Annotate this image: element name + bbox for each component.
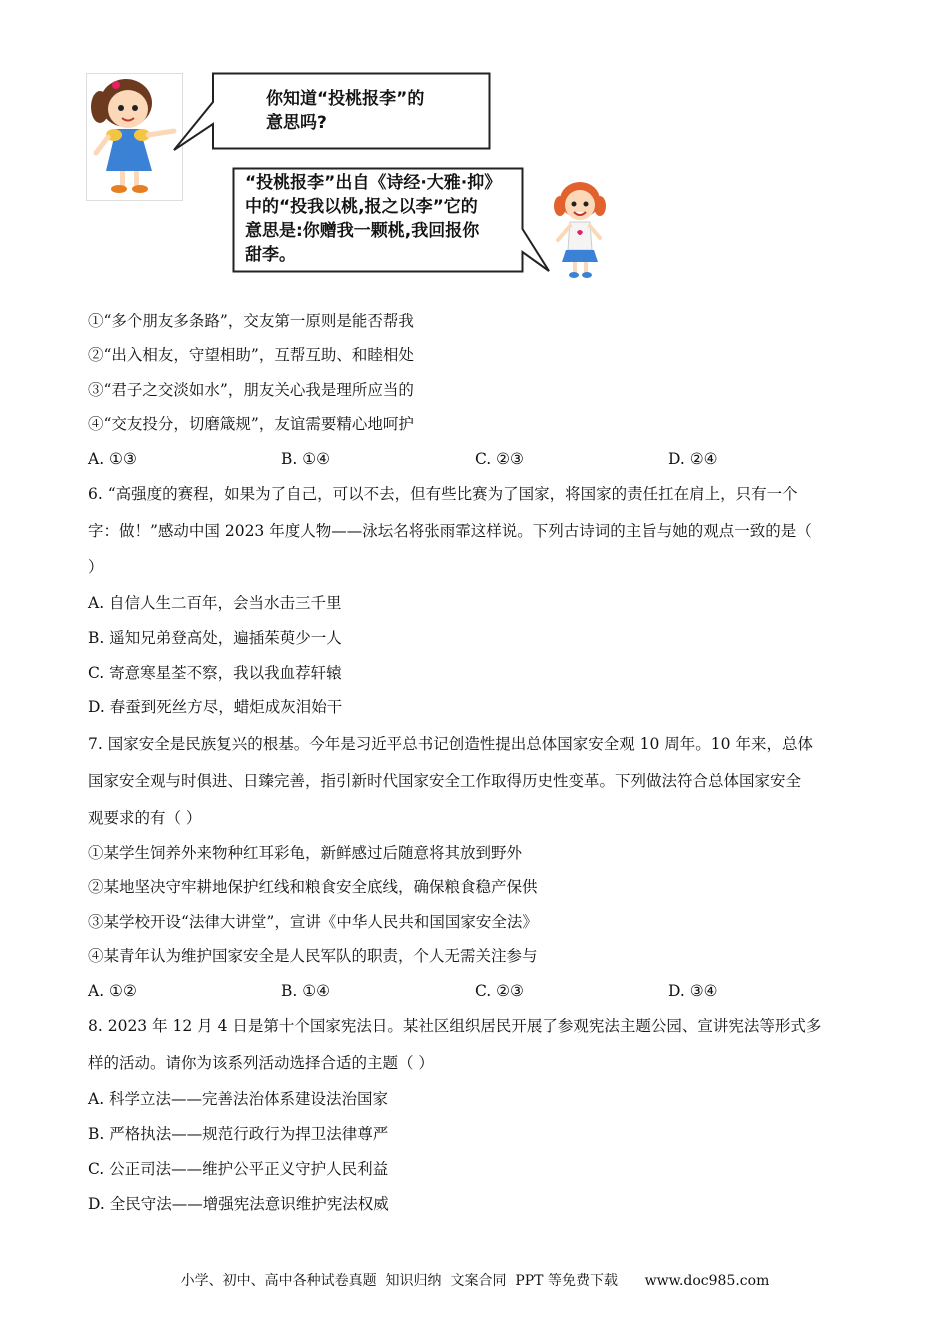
q6-option-c: C. 寄意寒星荃不察，我以我血荐轩辕: [88, 664, 342, 682]
bubble-line: 意思是:你赠我一颗桃,我回报你: [245, 221, 480, 241]
q5-option-b: B. ①④: [281, 450, 331, 468]
q7-stem-line-1: 7. 国家安全是民族复兴的根基。今年是习近平总书记创造性提出总体国家安全观 10 周年。10 年来，总体: [88, 735, 813, 753]
q5-option-a: A. ①③: [88, 450, 137, 468]
q7-option-a: A. ①②: [88, 982, 137, 1000]
q5-statement-2: ②“出入相友，守望相助”，互帮互助、和睦相处: [88, 346, 414, 364]
q5-option-d: D. ②④: [668, 450, 718, 468]
speech-bubble-1-text: [266, 87, 424, 135]
q5-option-c: C. ②③: [475, 450, 524, 468]
speech-bubble-2-text: [245, 171, 501, 267]
bubble-line: 你知道“投桃报李”的: [266, 89, 425, 109]
q7-stem-line-2: 国家安全观与时俱进、日臻完善，指引新时代国家安全工作取得历史性变革。下列做法符合总体国家安全: [88, 772, 802, 790]
q6-stem-line-1: 6. “高强度的赛程，如果为了自己，可以不去，但有些比赛为了国家，将国家的责任扛在肩上，只有一个: [88, 485, 798, 503]
q6-stem-line-3: ）: [88, 558, 104, 576]
bubble-line: 甜李。: [245, 245, 296, 265]
q7-stem-line-3: 观要求的有（ ）: [88, 809, 202, 827]
q8-option-a: A. 科学立法——完善法治体系建设法治国家: [88, 1090, 389, 1108]
q7-statement-3: ③某学校开设“法律大讲堂”，宣讲《中华人民共和国国家安全法》: [88, 913, 538, 931]
q7-option-d: D. ③④: [668, 982, 718, 1000]
q8-stem-line-2: 样的活动。请你为该系列活动选择合适的主题（ ）: [88, 1054, 434, 1072]
q6-option-b: B. 遥知兄弟登高处，遍插茱萸少一人: [88, 629, 342, 647]
q5-statement-3: ③“君子之交淡如水”，朋友关心我是理所应当的: [88, 381, 414, 399]
q7-statement-2: ②某地坚决守牢耕地保护红线和粮食安全底线，确保粮食稳产保供: [88, 878, 538, 896]
q8-option-b: B. 严格执法——规范行政行为捍卫法律尊严: [88, 1125, 389, 1143]
q8-option-c: C. 公正司法——维护公平正义守护人民利益: [88, 1160, 389, 1178]
girl-illustration-left: [86, 73, 183, 201]
bubble-line: 意思吗?: [266, 113, 327, 133]
q6-option-d: D. 春蚕到死丝方尽，蜡炬成灰泪始干: [88, 698, 343, 716]
q5-statement-1: ①“多个朋友多条路”，交友第一原则是能否帮我: [88, 312, 414, 330]
q5-statement-4: ④“交友投分，切磨箴规”，友谊需要精心地呵护: [88, 415, 414, 433]
q8-stem-line-1: 8. 2023 年 12 月 4 日是第十个国家宪法日。某社区组织居民开展了参观宪法主题公园、宣讲宪法等形式多: [88, 1017, 822, 1035]
q6-stem-line-2: 字：做！”感动中国 2023 年度人物——泳坛名将张雨霏这样说。下列古诗词的主旨与她的观点一致的是（: [88, 522, 812, 540]
q7-option-c: C. ②③: [475, 982, 524, 1000]
girl-illustration-right: [548, 178, 612, 280]
q7-option-b: B. ①④: [281, 982, 331, 1000]
bubble-line: “投桃报李”出自《诗经·大雅·抑》: [245, 173, 502, 193]
bubble-line: 中的“投我以桃,报之以李”它的: [245, 197, 478, 217]
q8-option-d: D. 全民守法——增强宪法意识维护宪法权威: [88, 1195, 389, 1213]
q7-statement-4: ④某青年认为维护国家安全是人民军队的职责，个人无需关注参与: [88, 947, 538, 965]
q7-statement-1: ①某学生饲养外来物种红耳彩龟，新鲜感过后随意将其放到野外: [88, 844, 523, 862]
q6-option-a: A. 自信人生二百年，会当水击三千里: [88, 594, 342, 612]
page-footer: 小学、初中、高中各种试卷真题 知识归纳 文案合同 PPT 等免费下载 www.doc985.com: [180, 1273, 770, 1289]
